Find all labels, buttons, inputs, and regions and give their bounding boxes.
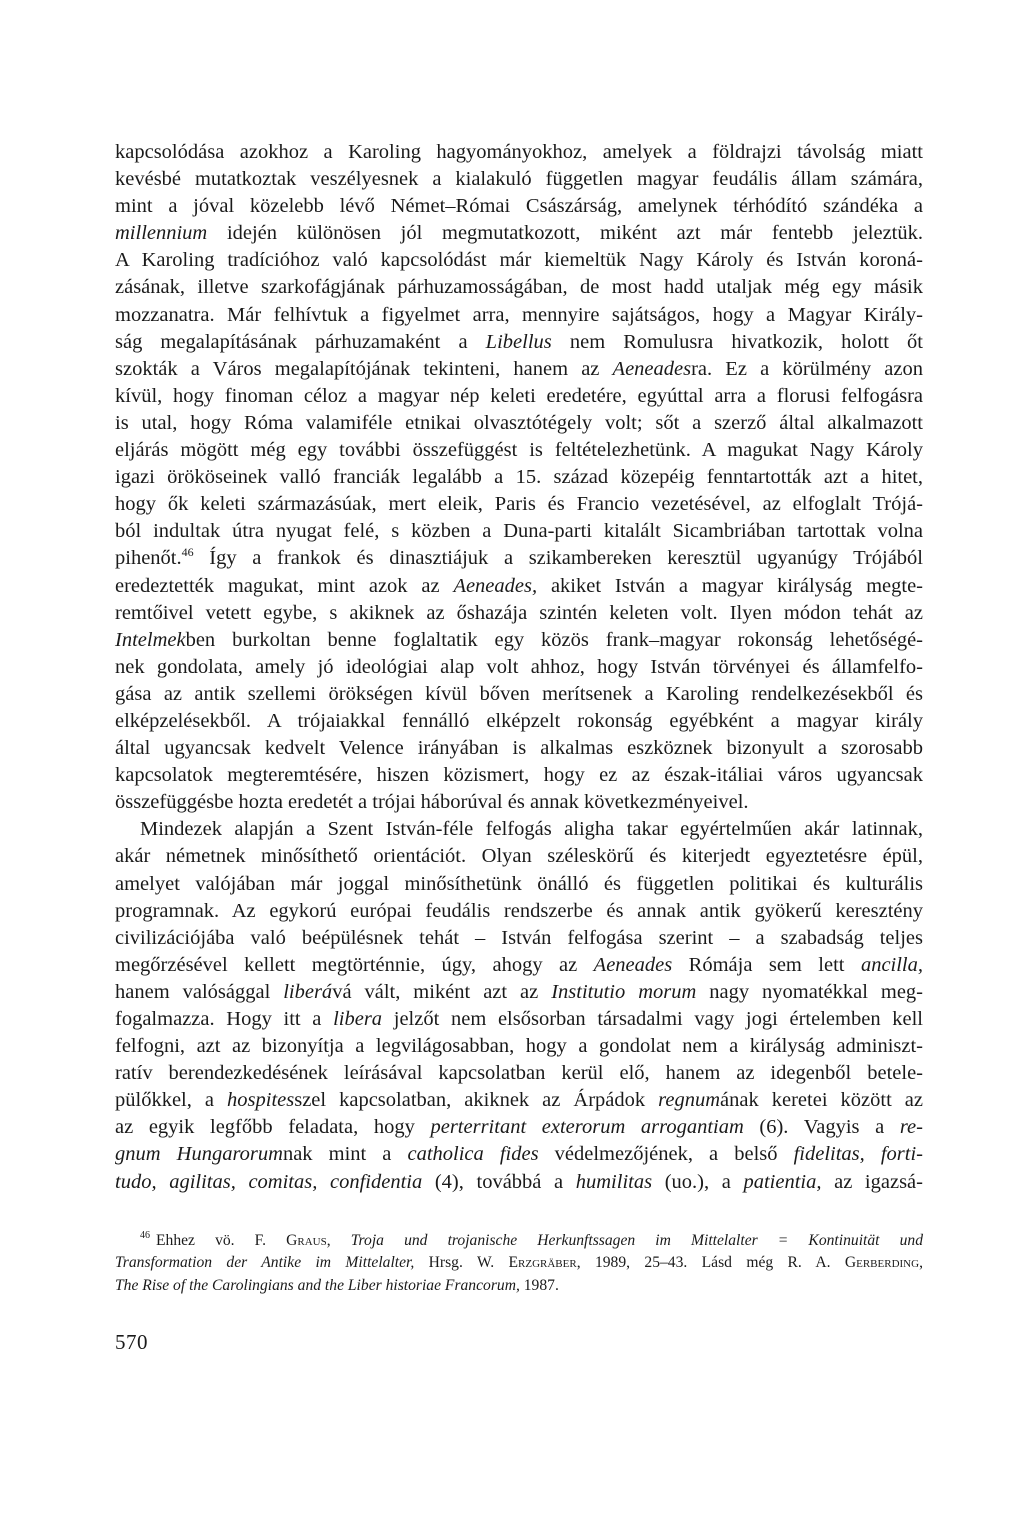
text-segment: ra. Ez a körülmény azon [691, 357, 923, 380]
text-line [115, 1033, 923, 1060]
text-segment: fidelitas, forti- [793, 1143, 923, 1166]
text-line [115, 220, 923, 247]
text-segment: Aeneades, [453, 574, 538, 597]
text-segment: nem Romulusra hivatkozik, holott őt [551, 330, 923, 353]
text-segment: perterritant exterorum arrogantiam [430, 1116, 744, 1139]
text-segment: 1987. [519, 1276, 559, 1294]
text-segment: Transformation der Antike im Mittelalter, [115, 1254, 415, 1272]
text-segment: (uo.), a [652, 1170, 744, 1193]
text-segment: , 1989, 25–43. Lásd még R. A. [576, 1254, 845, 1272]
text-segment: nek gondolata, amely jó ideológiai alap volt ahhoz, hogy István törvényei és államfelfo- [115, 655, 923, 678]
text-segment: fogalmazza. Hogy itt a [115, 1008, 334, 1030]
text-segment: programnak. Az egykorú európai feudális rendszerbe és annak antik gyökerű keresztény [115, 899, 923, 922]
text-line [115, 708, 923, 735]
text-segment: kívül, hogy finoman céloz a magyar nép keleti eredetére, egyúttal arra a florusi felfogásra [115, 384, 923, 407]
text-line [115, 491, 923, 518]
text-segment: A Karoling tradícióhoz való kapcsolódást már kiemeltük Nagy Károly és István koroná- [115, 249, 923, 272]
text-segment: szokták a Város megalapítójának tekinteni, hanem az [115, 357, 613, 380]
text-line [115, 600, 923, 627]
text-line [115, 410, 923, 437]
text-line [115, 925, 923, 952]
text-line [115, 654, 923, 681]
text-line [115, 1006, 923, 1033]
text-segment: kevésbé mutatkoztak veszélyesnek a kialakuló független magyar feudális állam számára, [115, 168, 923, 191]
text-line [115, 871, 923, 898]
text-line [115, 573, 923, 600]
main-text [115, 139, 923, 1196]
text-segment: kapcsolatok megteremtésére, hiszen közismert, hogy ez az észak-itáliai város ugyancsak [115, 764, 923, 787]
text-line [115, 464, 923, 491]
text-segment: Hrsg. W. [414, 1254, 509, 1272]
text-segment: elképzelésekből. A trójaiakkal fennálló elképzelt rokonság egyébként a magyar király [115, 709, 923, 732]
text-segment: The Rise of the Carolingians and the Liber historiae Francorum, [115, 1276, 520, 1294]
text-segment: felfogni, azt az bizonyítja a legvilágosabban, hogy a gondolat nem a királyság adminiszt- [115, 1035, 923, 1058]
page-body [115, 139, 923, 1297]
text-segment: pülőkkel, a [115, 1089, 228, 1112]
text-segment: regnum [658, 1089, 721, 1112]
text-line [115, 274, 923, 301]
text-segment: jelzőt nem elsősorban társadalmi vagy jogi értelemben kell [382, 1008, 923, 1030]
text-segment: az egyik legfőbb feladata, hogy [115, 1116, 431, 1139]
text-segment: millennium [115, 222, 208, 245]
text-line [115, 193, 923, 220]
text-segment: által ugyancsak kedvelt Velence irányában is alkalmas eszköznek bizonyult a szorosabb [115, 737, 923, 760]
text-segment: ból indultak útra nyugat felé, s közben a Duna-parti kitalált Sicambriában tartottak volna [115, 520, 923, 543]
text-segment: amelyet valójában már joggal minősíthetünk önálló és független politikai és kulturális [115, 872, 923, 895]
text-line [115, 139, 923, 166]
text-line [115, 383, 923, 410]
text-line [115, 437, 923, 464]
text-segment: Rómája sem lett [672, 953, 861, 976]
text-segment: , [919, 1254, 923, 1272]
text-line [115, 979, 923, 1006]
text-segment: Troja und trojanische Herkunftssagen im Mittelalter = Kontinuität und [350, 1231, 923, 1249]
text-segment: Graus [286, 1231, 327, 1249]
text-segment: az igazsá- [821, 1170, 923, 1193]
text-line [115, 247, 923, 274]
text-line [115, 302, 923, 329]
footnote-line [115, 1275, 923, 1298]
footnote-line [115, 1230, 923, 1253]
text-line [115, 1169, 923, 1196]
text-segment: nak mint a [282, 1143, 408, 1166]
text-segment: hospites [227, 1089, 295, 1112]
text-segment: akár németnek minősíthető orientációt. Olyan széleskörű és kiterjedt egyeztetésre épül, [115, 845, 923, 868]
text-segment: Aeneades [612, 357, 692, 380]
text-segment: gnum Hungarorum [115, 1143, 283, 1166]
text-segment: összefüggésbe hozta eredetét a trójai háborúval és annak következményeivel. [115, 791, 749, 814]
text-segment: Ehhez vö. F. [156, 1231, 287, 1249]
text-line [115, 762, 923, 789]
text-segment: hogy ők keleti származásúak, mert eleik, Paris és Francio vezetésével, az elfoglalt Trójá- [115, 493, 923, 516]
text-segment: Libellus [485, 330, 552, 353]
text-segment: vá vált, miként azt az [332, 980, 552, 1003]
text-line [115, 1087, 923, 1114]
text-segment: ben burkoltan benne foglaltatik egy közös frank–magyar rokonság lehetőségé- [185, 628, 923, 651]
text-segment: Aeneades [593, 953, 673, 976]
text-segment: ság megalapításának párhuzamaként a [115, 330, 486, 353]
text-segment: liberá [283, 980, 333, 1003]
text-segment: patientia, [743, 1170, 822, 1193]
text-line [115, 1060, 923, 1087]
text-segment: (4), továbbá a [422, 1170, 576, 1193]
text-line [115, 816, 923, 843]
text-segment: pihenőt. [115, 547, 182, 570]
text-segment: ának keretei között az [720, 1089, 923, 1112]
footnote-reference: 46 [140, 1230, 150, 1242]
text-segment: zásának, illetve szarkofágjának párhuzamosságában, de most hadd utaljak még egy másik [115, 276, 923, 299]
text-segment: remtőivel vetett egybe, s akiknek az őshazája szintén keleten volt. Ilyen módon tehát az [115, 601, 923, 624]
text-line [115, 735, 923, 762]
text-segment: (6). Vagyis a [743, 1116, 900, 1139]
text-segment: igazi örököseinek valló franciák legalább a 15. század közepéig fenntartották azt a hitet, [115, 466, 923, 489]
text-segment: ratív berendezkedésének leírásával kapcsolatban kerül elő, hanem az idegenből betele- [115, 1062, 923, 1085]
text-line [115, 166, 923, 193]
page-number: 570 [115, 1330, 148, 1354]
text-segment: idején különösen jól megmutatkozott, miként azt már fentebb jeleztük. [207, 222, 923, 245]
text-segment: libera [333, 1008, 383, 1030]
text-line [115, 356, 923, 383]
text-segment: mint a jóval közelebb lévő Német–Római Császárság, amelynek térhódító szándéka a [115, 195, 923, 218]
text-line [115, 789, 923, 816]
text-segment: nagy nyomatékkal meg- [696, 980, 923, 1003]
text-line [115, 843, 923, 870]
text-segment: gása az antik szellemi örökségen kívül bőven merítsenek a Karoling rendelkezésekből és [115, 682, 923, 705]
text-line [115, 545, 923, 572]
footnotes [115, 1230, 923, 1298]
text-segment: kapcsolódása azokhoz a Karoling hagyományokhoz, amelyek a földrajzi távolság miatt [115, 141, 923, 163]
text-segment: Mindezek alapján a Szent István-féle felfogás aligha takar egyértelműen akár latinnak, [140, 818, 923, 841]
text-segment: Institutio morum [551, 980, 697, 1003]
text-segment: megőrzésével kellett megtörténnie, úgy, ahogy az [115, 953, 594, 976]
text-line [115, 329, 923, 356]
footnote-reference: 46 [181, 545, 194, 560]
text-line [115, 627, 923, 654]
text-segment: akiket István a magyar királyság megte- [537, 574, 923, 597]
text-segment: ancilla, [860, 953, 923, 976]
text-segment: eredeztették magukat, mint azok az [115, 574, 454, 597]
text-segment: Így a frankok és dinasztiájuk a szikambereken keresztül ugyanúgy Trójából [193, 547, 923, 570]
footnote-line [115, 1252, 923, 1275]
text-line [115, 898, 923, 925]
text-segment: re- [899, 1116, 923, 1139]
text-segment: hanem valósággal [115, 980, 284, 1003]
text-segment: mozzanatra. Már felhívtuk a figyelmet arra, mennyire sajátságos, hogy a Magyar Király- [115, 303, 923, 326]
text-segment: catholica fides [407, 1143, 539, 1166]
text-segment: szel kapcsolatban, akiknek az Árpádok [294, 1089, 659, 1112]
text-segment: Erzgräber [508, 1254, 577, 1272]
text-segment: , [326, 1231, 351, 1249]
text-segment: Gerberding [844, 1254, 920, 1272]
text-line [115, 681, 923, 708]
text-line [115, 1114, 923, 1141]
text-segment: humilitas [575, 1170, 653, 1193]
text-segment: civilizációjába való beépülésnek tehát – István felfogása szerint – a szabadság teljes [115, 926, 923, 949]
text-segment: eljárás mögött még egy további összefüggést is feltételezhetünk. A magukat Nagy Károly [115, 439, 923, 462]
text-line [115, 1141, 923, 1168]
text-line [115, 518, 923, 545]
text-line [115, 952, 923, 979]
text-segment: is utal, hogy Róma valamiféle etnikai olvasztótégely volt; sőt a szerző által alkalmazott [115, 411, 923, 434]
text-segment: védelmezőjének, a belső [538, 1143, 794, 1166]
text-segment: Intelmek [115, 628, 186, 651]
text-segment: tudo, agilitas, comitas, confidentia [115, 1170, 423, 1193]
